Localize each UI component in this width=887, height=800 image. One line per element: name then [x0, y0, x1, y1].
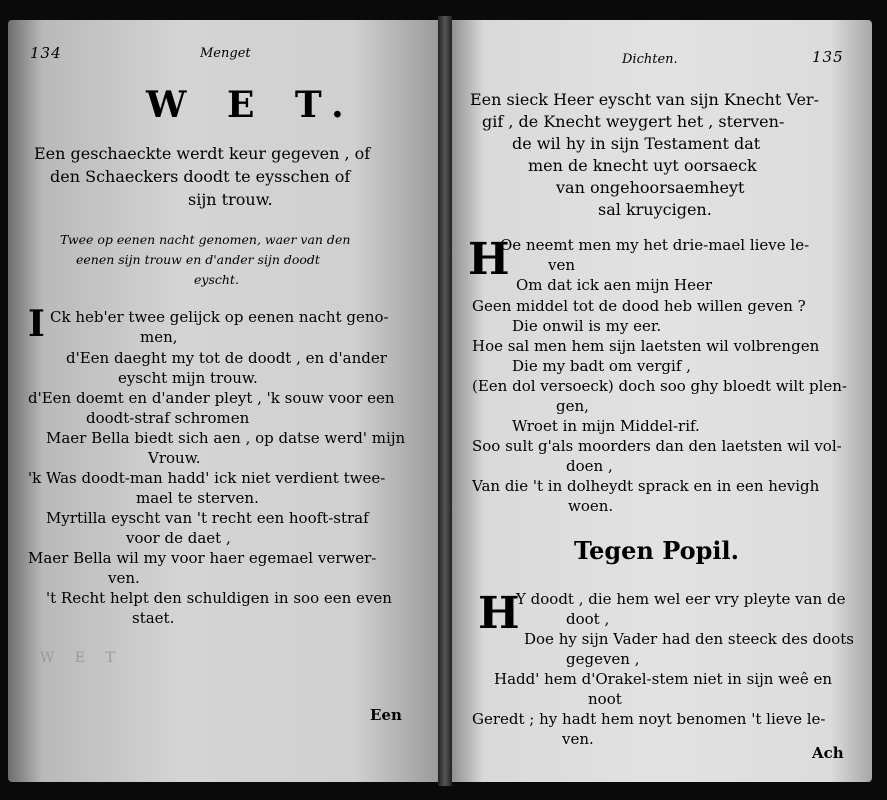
poem-line: voor de daet ,: [126, 529, 231, 547]
poem-line: gen,: [556, 397, 589, 415]
left-running-head: Menget: [200, 46, 251, 61]
poem-line: men,: [140, 328, 178, 346]
poem-line: Wroet in mijn Middel-rif.: [512, 417, 700, 435]
left-drop-initial: I: [28, 303, 45, 345]
bleed-through-text: W E T: [40, 650, 123, 666]
poem-line: eyscht mijn trouw.: [118, 369, 258, 387]
poem-line: staet.: [132, 609, 175, 627]
poem-line: Die my badt om vergif ,: [512, 357, 691, 375]
right-drop-initial: H: [478, 588, 520, 639]
poem-line: Ck heb'er twee gelijck op eenen nacht geno-: [50, 308, 389, 326]
poem-line: doen ,: [566, 457, 613, 475]
poem-line: Om dat ick aen mijn Heer: [516, 276, 713, 294]
poem-line: ven.: [562, 730, 594, 748]
poem-line: Maer Bella wil my voor haer egemael verwer-: [28, 549, 377, 567]
right-intro-line: gif , de Knecht weygert het , sterven-: [482, 112, 785, 131]
section-title: Tegen Popil.: [574, 536, 740, 565]
poem-line: doodt-straf schromen: [86, 409, 250, 427]
right-page-number: 135: [812, 48, 844, 66]
poem-line: ven.: [108, 569, 140, 587]
right-drop-initial: H: [468, 234, 510, 285]
left-argument-line: eenen sijn trouw en d'ander sijn doodt: [76, 252, 320, 267]
poem-line: Geen middel tot de dood heb willen geven ?: [472, 297, 806, 315]
poem-line: Hadd' hem d'Orakel-stem niet in sijn weê en: [494, 670, 833, 688]
poem-line: Geredt ; hy hadt hem noyt benomen 't lieve le-: [472, 710, 826, 728]
left-page-number: 134: [30, 44, 62, 62]
poem-line: noot: [588, 690, 622, 708]
poem-line: woen.: [568, 497, 614, 515]
poem-line: Vrouw.: [148, 449, 201, 467]
right-intro-line: men de knecht uyt oorsaeck: [528, 156, 757, 175]
poem-line: d'Een daeght my tot de doodt , en d'ander: [66, 349, 387, 367]
poem-line: gegeven ,: [566, 650, 640, 668]
poem-line: (Een dol versoeck) doch soo ghy bloedt wilt plen-: [472, 377, 847, 395]
poem-line: Oe neemt men my het drie-mael lieve le-: [500, 236, 810, 254]
right-intro-line: sal kruycigen.: [598, 200, 712, 219]
poem-line: 'k Was doodt-man hadd' ick niet verdient twee-: [28, 469, 386, 487]
left-title: W E T.: [146, 84, 358, 126]
poem-line: Doe hy sijn Vader had den steeck des doots: [524, 630, 854, 648]
right-intro-line: van ongehoorsaemheyt: [556, 178, 745, 197]
poem-line: 't Recht helpt den schuldigen in soo een even: [46, 589, 392, 607]
left-intro-line: sijn trouw.: [188, 190, 273, 209]
poem-line: Van die 't in dolheydt sprack en in een hevigh: [472, 477, 820, 495]
left-argument-line: eyscht.: [194, 272, 239, 287]
poem-line: d'Een doemt en d'ander pleyt , 'k souw voor een: [28, 389, 395, 407]
poem-line: Maer Bella biedt sich aen , op datse werd' mijn: [46, 429, 406, 447]
right-intro-line: Een sieck Heer eyscht van sijn Knecht Ver-: [470, 90, 819, 109]
poem-line: Myrtilla eyscht van 't recht een hooft-straf: [46, 509, 369, 527]
poem-line: Soo sult g'als moorders dan den laetsten wil vol-: [472, 437, 842, 455]
poem-line: Y doodt , die hem wel eer vry pleyte van de: [516, 590, 846, 608]
poem-line: mael te sterven.: [136, 489, 259, 507]
book-gutter: [438, 16, 452, 786]
poem-line: doot ,: [566, 610, 610, 628]
left-intro-line: den Schaeckers doodt te eysschen of: [50, 167, 351, 186]
right-running-head: Dichten.: [622, 52, 678, 67]
left-intro-line: Een geschaeckte werdt keur gegeven , of: [34, 144, 371, 163]
right-catchword: Ach: [812, 744, 844, 762]
poem-line: Die onwil is my eer.: [512, 317, 662, 335]
left-catchword: Een: [370, 706, 402, 724]
left-argument-line: Twee op eenen nacht genomen, waer van den: [60, 232, 351, 247]
poem-line: Hoe sal men hem sijn laetsten wil volbrengen: [472, 337, 820, 355]
poem-line: ven: [548, 256, 576, 274]
right-intro-line: de wil hy in sijn Testament dat: [512, 134, 761, 153]
